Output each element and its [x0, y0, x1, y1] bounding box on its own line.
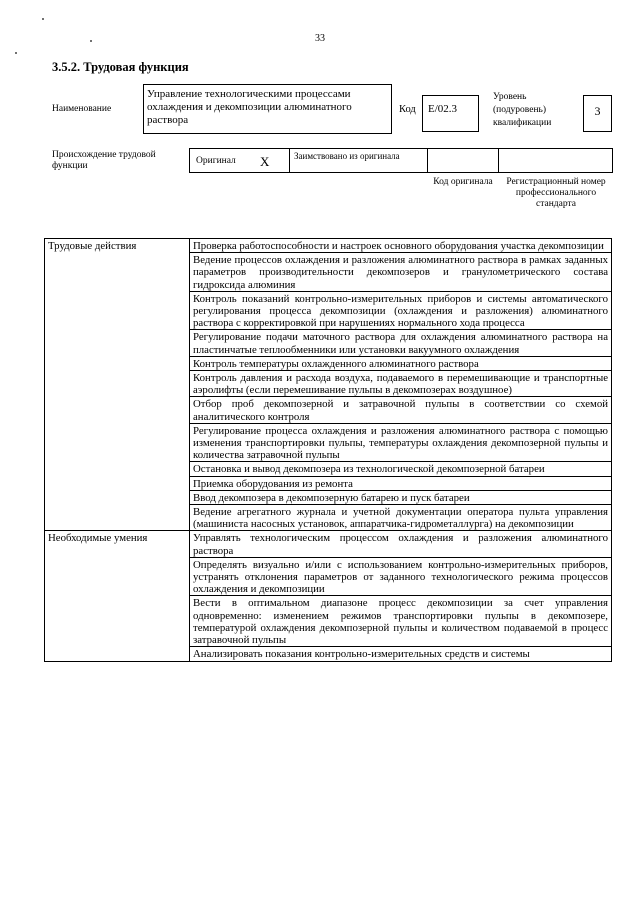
section-title: Необходимые умения — [45, 531, 190, 661]
list-item: Контроль показаний контрольно-измерительных приборов и системы автоматического регулирования процесса декомпозиции (охлаждения и разложения) алюминатного раствора с корректировкой при нарушениях нормального хода процесса — [190, 291, 612, 330]
section-title: Трудовые действия — [45, 239, 190, 531]
table-row — [45, 531, 612, 557]
list-item: Вести в оптимальном диапазоне процесс декомпозиции за счет управления одновременно: изменением режимов транспортировки пульпы в декомпозере, температурой охлаждения декомпозерной пульпы и количеством подаваемой в процесс затравочной пульпы — [190, 596, 612, 647]
level-value: 3 — [594, 104, 601, 118]
section-heading: 3.5.2. Трудовая функция — [52, 60, 189, 74]
origin-code-caption: Код оригинала — [433, 177, 493, 187]
list-item: Регулирование подачи маточного раствора для охлаждения алюминатного раствора на пластинчатые теплообменники или установки вакуумного охлаждения — [190, 330, 612, 356]
list-item: Ведение агрегатного журнала и учетной документации оператора пульта управления (машиниста насосных установок, аппаратчика-гидрометаллурга) на декомпозиции — [190, 505, 612, 531]
list-item: Контроль температуры охлажденного алюминатного раствора — [190, 356, 612, 370]
list-item: Регулирование процесса охлаждения и разложения алюминатного раствора с помощью изменения транспортировки пульпы, температуры охлаждения декомпозерной пульпы и количества затравочной пульпы — [190, 423, 612, 462]
list-item: Контроль давления и расхода воздуха, подаваемого в перемешивающие и транспортные аэролифты (если перемешивание пульпы в декомпозерах воздушное) — [190, 371, 612, 397]
list-item: Ввод декомпозера в декомпозерную батарею и пуск батареи — [190, 490, 612, 504]
table-row — [45, 239, 612, 253]
page-number: 33 — [315, 33, 325, 44]
borrowed-label: Заимствовано из оригинала — [294, 151, 400, 161]
naming-label: Наименование — [52, 104, 112, 114]
origin-label: Происхождение трудовой функции — [52, 150, 156, 171]
origin-reg-caption: Регистрационный номер профессионального стандарта — [506, 177, 606, 209]
scan-speck — [15, 52, 17, 54]
original-label: Оригинал — [196, 156, 236, 166]
code-value: E/02.3 — [428, 103, 458, 115]
list-item: Управлять технологическим процессом охлаждения и разложения алюминатного раствора — [190, 531, 612, 557]
list-item: Приемка оборудования из ремонта — [190, 476, 612, 490]
origin-reg-box — [498, 148, 613, 173]
level-label: Уровень (подуровень) квалификации — [493, 92, 552, 128]
original-mark: X — [260, 154, 270, 169]
list-item: Проверка работоспособности и настроек основного оборудования участка декомпозиции — [190, 239, 612, 253]
origin-original-box — [189, 148, 290, 173]
list-item: Остановка и вывод декомпозера из технологической декомпозерной батареи — [190, 462, 612, 476]
scan-speck — [42, 18, 44, 20]
function-name-box — [143, 84, 392, 134]
origin-borrowed-box — [289, 148, 428, 173]
list-item: Определять визуально и/или с использованием контрольно-измерительных приборов, устранять отклонения параметров от заданного технологического режима процессов охлаждения и декомпозиции — [190, 557, 612, 596]
list-item: Ведение процессов охлаждения и разложения алюминатного раствора в рамках заданных параметров производительности декомпозеров и гранулометрического состава гидроксида алюминия — [190, 253, 612, 292]
origin-code-box — [427, 148, 499, 173]
level-box — [583, 95, 612, 132]
function-details-table — [44, 238, 612, 662]
code-box — [422, 95, 479, 132]
function-name-value: Управление технологическими процессами охлаждения и декомпозиции алюминатного раствора — [147, 88, 352, 126]
code-label: Код — [399, 104, 416, 115]
list-item: Анализировать показания контрольно-измерительных средств и системы — [190, 647, 612, 661]
list-item: Отбор проб декомпозерной и затравочной пульпы в соответствии со схемой аналитического контроля — [190, 397, 612, 423]
